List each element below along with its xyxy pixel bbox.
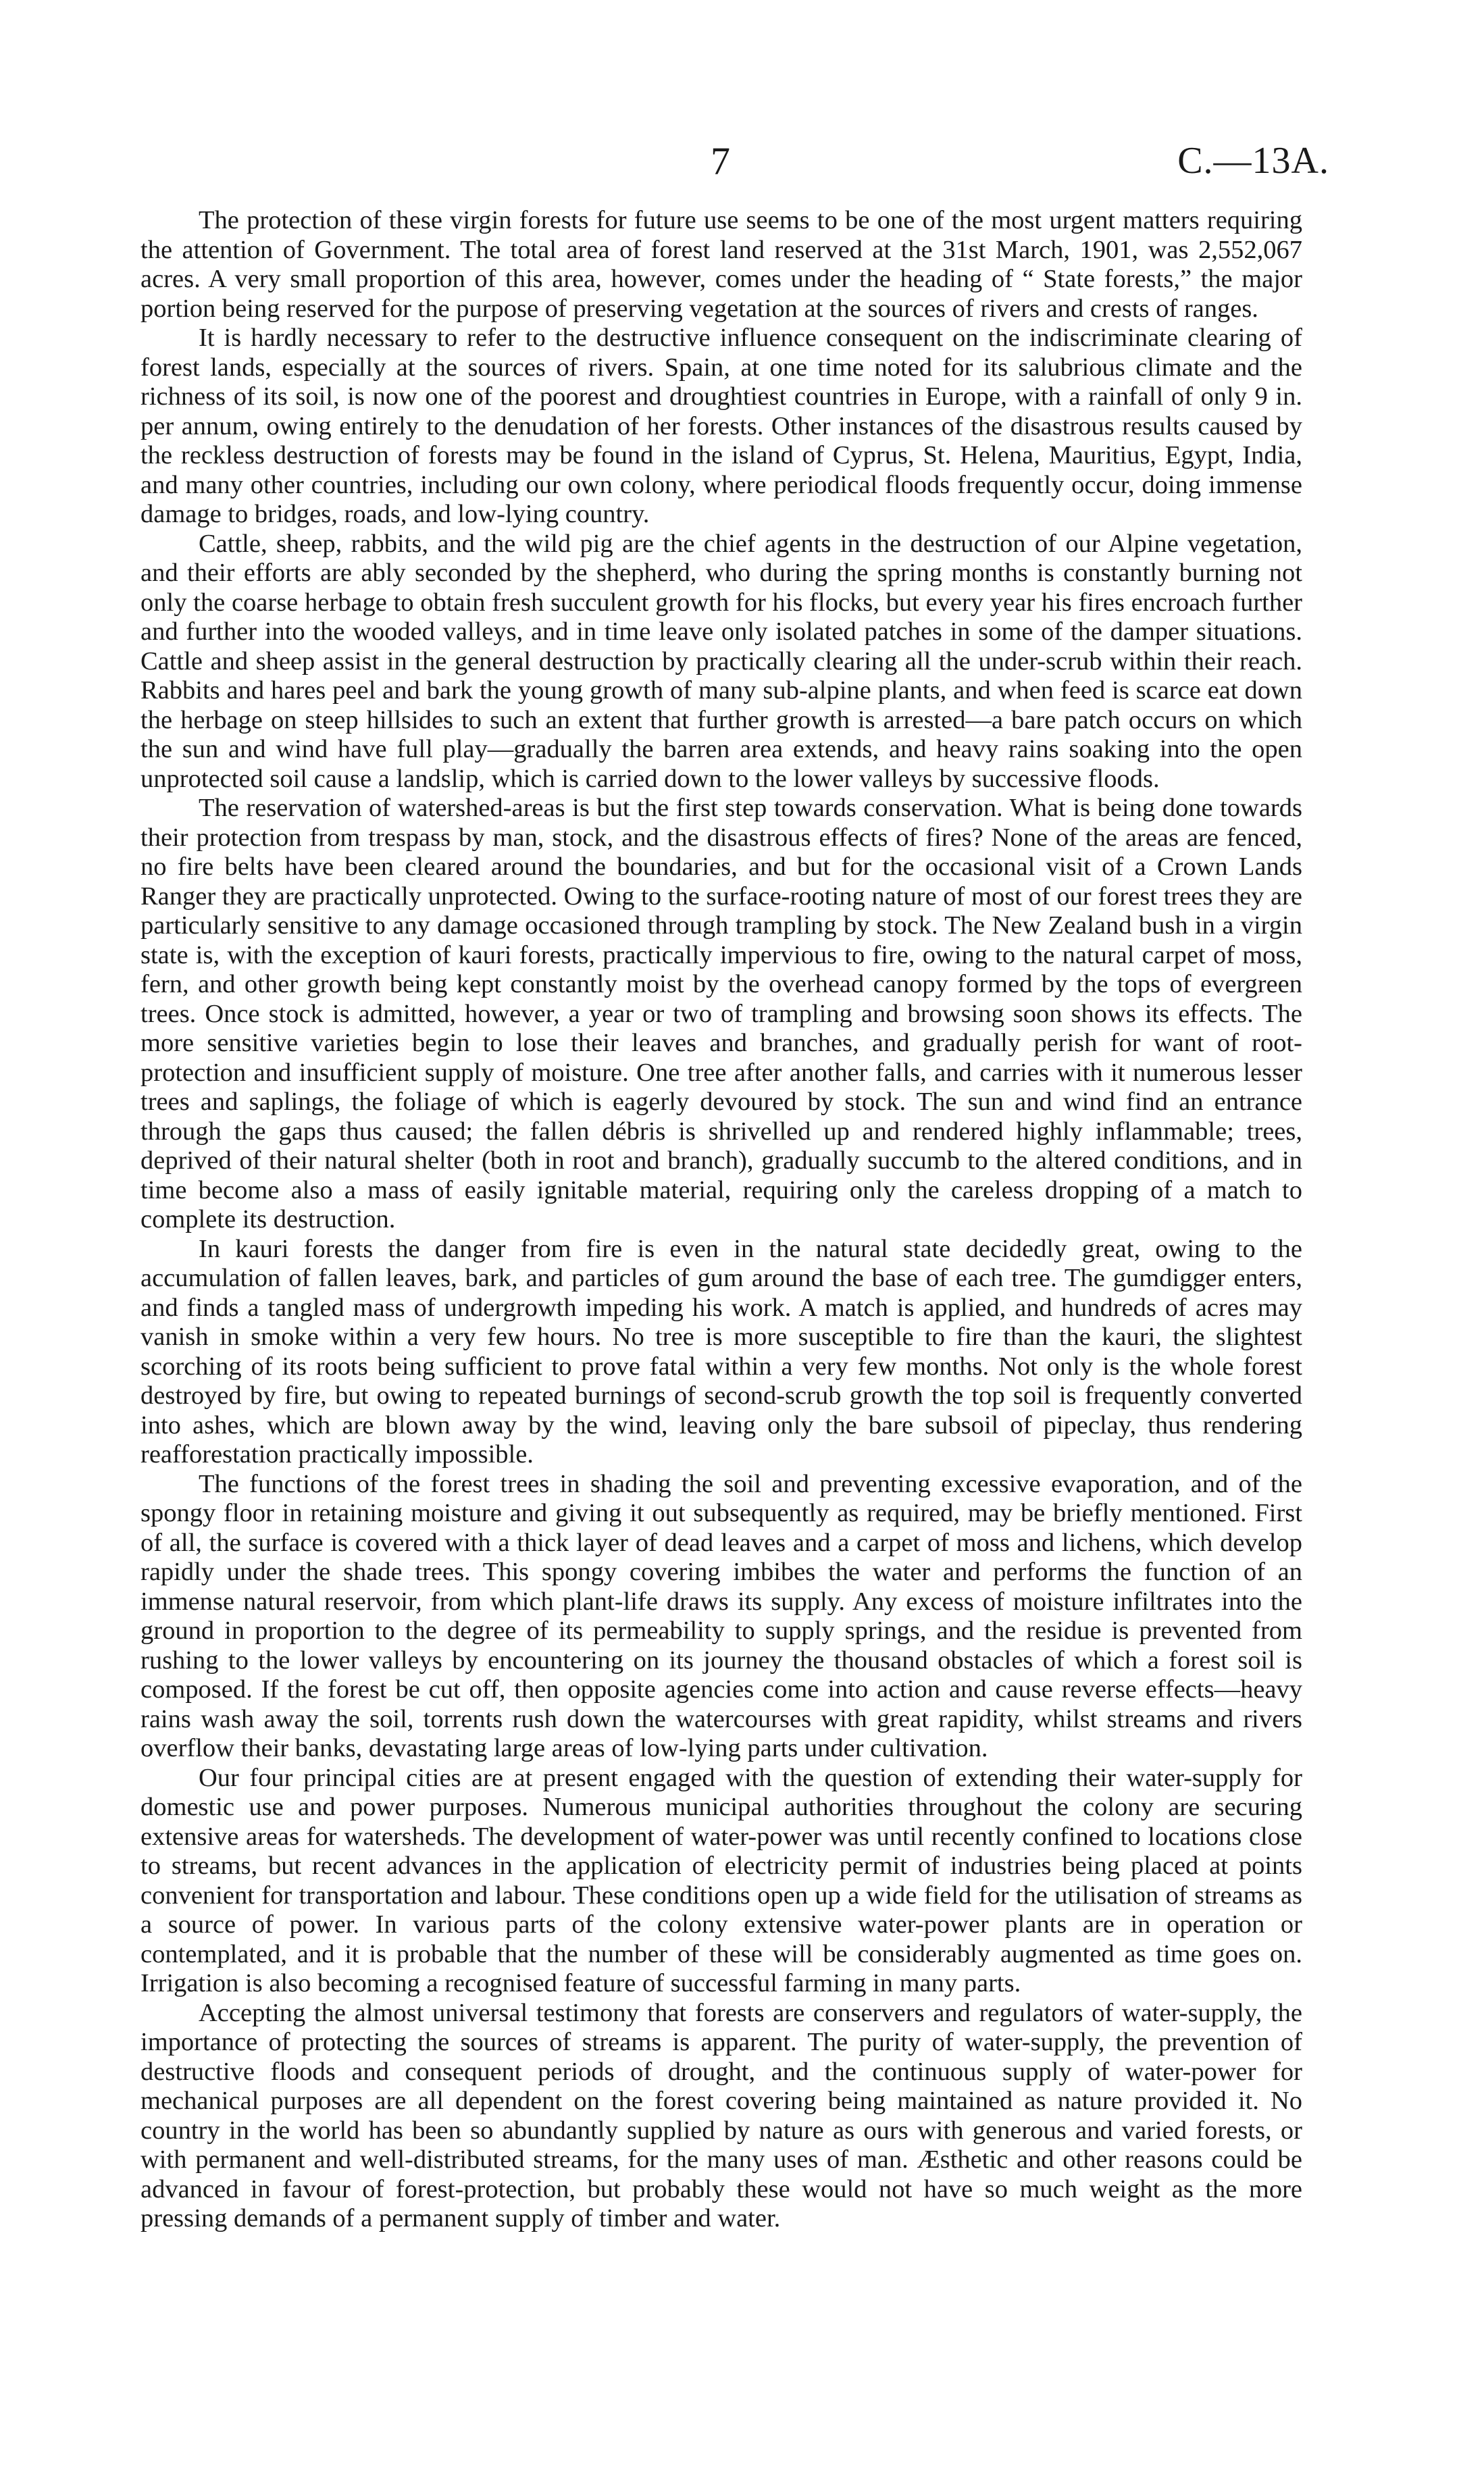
page-number: 7 (711, 139, 730, 183)
paragraph: The protection of these virgin forests for future use seems to be one of the most urgent matters requiring the attention of Government. The total area of forest land reserved at the 31st March, 1901, was 2,552,067 acres. A very small proportion of this area, however, comes under the heading of “ State forests,” the major portion being reserved for the purpose of preserving vegetation at the sources of rivers and crests of ranges. (140, 206, 1302, 323)
paragraph: Cattle, sheep, rabbits, and the wild pig are the chief agents in the destruction of our Alpine vegetation, and their efforts are ably seconded by the shepherd, who during the spring months is constantly burning not only the coarse herbage to obtain fresh succulent growth for his flocks, but every year his fires encroach further and further into the wooded valleys, and in time leave only isolated patches in some of the damper situations. Cattle and sheep assist in the general destruction by practically clearing all the under-scrub within their reach. Rabbits and hares peel and bark the young growth of many sub-alpine plants, and when feed is scarce eat down the herbage on steep hillsides to such an extent that further growth is arrested—a bare patch occurs on which the sun and wind have full play—gradually the barren area extends, and heavy rains soaking into the open unprotected soil cause a landslip, which is carried down to the lower valleys by successive floods. (140, 529, 1302, 793)
paragraph: Our four principal cities are at present engaged with the question of extending their water-supply for domestic use and power purposes. Numerous municipal authorities throughout the colony are securing extensive areas for watersheds. The development of water-power was until recently confined to locations close to streams, but recent advances in the application of electricity permit of industries being placed at points convenient for transportation and labour. These conditions open up a wide field for the utilisation of streams as a source of power. In various parts of the colony extensive water-power plants are in operation or contemplated, and it is probable that the number of these will be considerably augmented as time goes on. Irrigation is also becoming a recognised feature of successful farming in many parts. (140, 1763, 1302, 1997)
body-text (140, 206, 1302, 2234)
paragraph: In kauri forests the danger from fire is even in the natural state decidedly great, owing to the accumulation of fallen leaves, bark, and particles of gum around the base of each tree. The gumdigger enters, and finds a tangled mass of undergrowth impeding his work. A match is applied, and hundreds of acres may vanish in smoke within a very few hours. No tree is more susceptible to fire than the kauri, the slightest scorching of its roots being sufficient to prove fatal within a very few months. Not only is the whole forest destroyed by fire, but owing to repeated burnings of second-scrub growth the top soil is frequently converted into ashes, which are blown away by the wind, leaving only the bare subsoil of pipeclay, thus rendering reafforestation practically impossible. (140, 1234, 1302, 1469)
paragraph: It is hardly necessary to refer to the destructive influence consequent on the indiscriminate clearing of forest lands, especially at the sources of rivers. Spain, at one time noted for its salubrious climate and the richness of its soil, is now one of the poorest and droughtiest countries in Europe, with a rainfall of only 9 in. per annum, owing entirely to the denudation of her forests. Other instances of the disastrous results caused by the reckless destruction of forests may be found in the island of Cyprus, St. Helena, Mauritius, Egypt, India, and many other countries, including our own colony, where periodical floods frequently occur, doing immense damage to bridges, roads, and low-lying country. (140, 324, 1302, 528)
document-reference: C.—13A. (1177, 140, 1329, 182)
paragraph: The reservation of watershed-areas is but the first step towards conservation. What is being done towards their protection from trespass by man, stock, and the disastrous effects of fires? None of the areas are fenced, no fire belts have been cleared around the boundaries, and but for the occasional visit of a Crown Lands Ranger they are practically unprotected. Owing to the surface-rooting nature of most of our forest trees they are particularly sensitive to any damage occasioned through trampling by stock. The New Zealand bush in a virgin state is, with the exception of kauri forests, practically impervious to fire, owing to the natural carpet of moss, fern, and other growth being kept constantly moist by the overhead canopy formed by the tops of evergreen trees. Once stock is admitted, however, a year or two of trampling and browsing soon shows its effects. The more sensitive varieties begin to lose their leaves and branches, and gradually perish for want of root-protection and insufficient supply of moisture. One tree after another falls, and carries with it numerous lesser trees and saplings, the foliage of which is eagerly devoured by stock. The sun and wind find an entrance through the gaps thus caused; the fallen débris is shrivelled up and rendered highly inflammable; trees, deprived of their natural shelter (both in root and branch), gradually succumb to the altered conditions, and in time become also a mass of easily ignitable material, requiring only the careless dropping of a match to complete its destruction. (140, 794, 1302, 1233)
paragraph: The functions of the forest trees in shading the soil and preventing excessive evaporation, and of the spongy floor in retaining moisture and giving it out subsequently as required, may be briefly mentioned. First of all, the surface is covered with a thick layer of dead leaves and a carpet of moss and lichens, which develop rapidly under the shade trees. This spongy covering imbibes the water and performs the function of an immense natural reservoir, from which plant-life draws its supply. Any excess of moisture infiltrates into the ground in proportion to the degree of its permeability to supply springs, and the residue is prevented from rushing to the lower valleys by encountering on its journey the thousand obstacles of which a forest soil is composed. If the forest be cut off, then opposite agencies come into action and cause reverse effects—heavy rains wash away the soil, torrents rush down the watercourses with great rapidity, whilst streams and rivers overflow their banks, devastating large areas of low-lying parts under cultivation. (140, 1469, 1302, 1762)
page-header (0, 139, 1484, 196)
paragraph: Accepting the almost universal testimony that forests are conservers and regulators of water-supply, the importance of protecting the sources of streams is apparent. The purity of water-supply, the prevention of destructive floods and consequent periods of drought, and the continuous supply of water-power for mechanical purposes are all dependent on the forest covering being maintained as nature provided it. No country in the world has been so abundantly supplied by nature as ours with generous and varied forests, or with permanent and well-distributed streams, for the many uses of man. Æsthetic and other reasons could be advanced in favour of forest-protection, but probably these would not have so much weight as the more pressing demands of a permanent supply of timber and water. (140, 1998, 1302, 2233)
